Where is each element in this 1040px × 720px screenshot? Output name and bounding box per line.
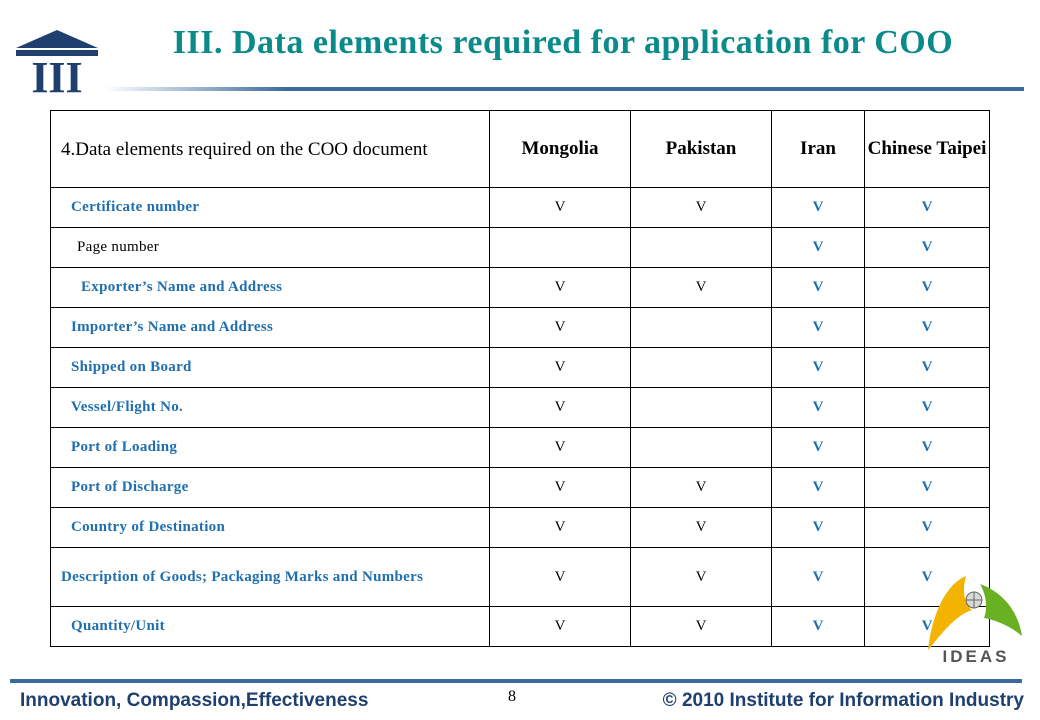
cell-mongolia: V [490,607,631,647]
table-row [51,308,990,348]
cell-chinese-taipei: V [865,607,990,647]
cell-pakistan [631,308,772,348]
cell-pakistan: V [631,607,772,647]
cell-chinese-taipei: V [865,228,990,268]
ideas-logo-text: IDEAS [942,647,1010,666]
row-label: Country of Destination [51,508,490,548]
row-label: Exporter’s Name and Address [51,268,490,308]
cell-iran: V [772,268,865,308]
cell-mongolia: V [490,308,631,348]
cell-pakistan [631,388,772,428]
cell-iran: V [772,348,865,388]
footer-tagline: Innovation, Compassion,Effectiveness [20,690,369,711]
table-row [51,508,990,548]
cell-iran: V [772,508,865,548]
cell-pakistan: V [631,268,772,308]
cell-mongolia: V [490,188,631,228]
cell-iran: V [772,228,865,268]
title-underline [104,86,1024,92]
cell-pakistan: V [631,468,772,508]
header-pakistan: Pakistan [631,111,772,188]
footer-divider [10,679,1022,683]
institute-logo [12,28,102,98]
row-label: Importer’s Name and Address [51,308,490,348]
cell-mongolia: V [490,428,631,468]
coo-data-elements-table [50,110,990,647]
cell-chinese-taipei: V [865,548,990,607]
row-label: Port of Discharge [51,468,490,508]
cell-mongolia: V [490,468,631,508]
cell-pakistan [631,428,772,468]
table-header-row [51,111,990,188]
cell-chinese-taipei: V [865,188,990,228]
cell-iran: V [772,388,865,428]
row-label: Shipped on Board [51,348,490,388]
header-iran: Iran [772,111,865,188]
cell-iran: V [772,428,865,468]
table-row [51,468,990,508]
row-label: Page number [51,228,490,268]
table-row [51,428,990,468]
table-row [51,268,990,308]
cell-mongolia: V [490,348,631,388]
cell-iran: V [772,607,865,647]
cell-chinese-taipei: V [865,348,990,388]
logo-text: III [31,53,83,98]
cell-mongolia: V [490,268,631,308]
table-row [51,607,990,647]
cell-chinese-taipei: V [865,308,990,348]
cell-pakistan: V [631,548,772,607]
table-row [51,548,990,607]
header-data-elements: 4.Data elements required on the COO document [51,111,490,188]
row-label: Quantity/Unit [51,607,490,647]
cell-chinese-taipei: V [865,468,990,508]
cell-iran: V [772,548,865,607]
slide-title: III. Data elements required for application for COO [172,24,954,61]
table-row [51,388,990,428]
cell-chinese-taipei: V [865,508,990,548]
page-number: 8 [508,688,516,705]
cell-pakistan: V [631,188,772,228]
cell-iran: V [772,468,865,508]
cell-pakistan: V [631,508,772,548]
cell-chinese-taipei: V [865,388,990,428]
ideas-logo [918,570,1030,668]
table-row [51,188,990,228]
row-label: Vessel/Flight No. [51,388,490,428]
row-label: Description of Goods; Packaging Marks and Numbers [51,548,490,607]
cell-mongolia: V [490,508,631,548]
footer-copyright: © 2010 Institute for Information Industry [662,690,1024,711]
cell-pakistan [631,228,772,268]
row-label: Port of Loading [51,428,490,468]
cell-mongolia: V [490,548,631,607]
header-mongolia: Mongolia [490,111,631,188]
cell-chinese-taipei: V [865,268,990,308]
cell-mongolia [490,228,631,268]
header-chinese-taipei: Chinese Taipei [865,111,990,188]
table-row [51,348,990,388]
row-label: Certificate number [51,188,490,228]
cell-pakistan [631,348,772,388]
cell-mongolia: V [490,388,631,428]
table-row [51,228,990,268]
cell-chinese-taipei: V [865,428,990,468]
cell-iran: V [772,308,865,348]
cell-iran: V [772,188,865,228]
